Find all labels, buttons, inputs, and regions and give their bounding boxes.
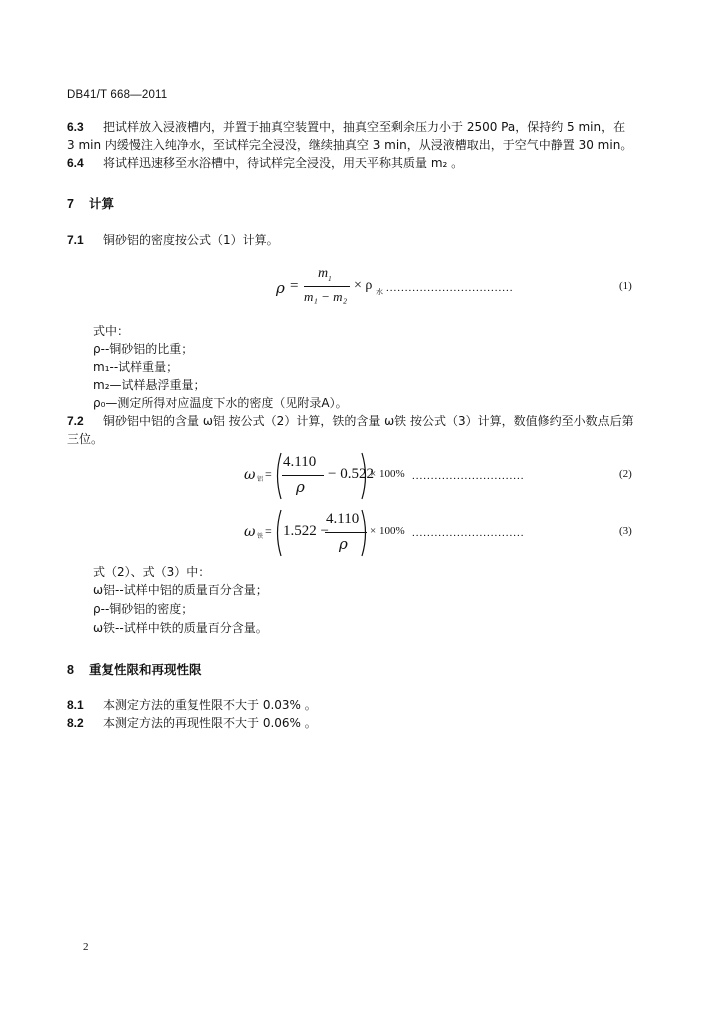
leader-dots: ..............................: [412, 470, 525, 482]
clause-text: 铜砂铝的密度按公式（1）计算。: [103, 233, 279, 247]
leader-dots: ..................................: [386, 282, 514, 294]
equation-number: (3): [619, 525, 632, 537]
clause-6-3-cont: 3 min 内缓慢注入纯净水，至试样完全浸没，继续抽真空 3 min，从浸液槽取出，于空气中静置 30 min。: [67, 138, 633, 152]
fraction-bar: [304, 286, 350, 287]
where-label: 式中：: [93, 324, 130, 338]
eq-omega: ω: [244, 524, 256, 540]
clause-text: 本测定方法的重复性限不大于 0.03% 。: [103, 698, 317, 712]
definition-omega-fe: ω铁--试样中铁的质量百分含量。: [93, 621, 268, 635]
clause-7-1: [67, 230, 279, 250]
clause-text: 本测定方法的再现性限不大于 0.06% 。: [103, 716, 317, 730]
eq-omega-sub: 铁: [257, 533, 264, 540]
definition-rho-water: ρ₀—测定所得对应温度下水的密度（见附录A）。: [93, 396, 348, 410]
clause-number: 8.1: [67, 698, 84, 712]
equation-1: [276, 266, 636, 316]
definition-m1: m₁--试样重量；: [93, 360, 179, 374]
right-paren: [360, 452, 370, 500]
eq-numerator: $m_1$: [318, 266, 332, 283]
eq-denominator: m₁ − m₂: [304, 289, 348, 304]
page-number: 2: [83, 941, 89, 953]
section-title: 重复性限和再现性限: [89, 662, 202, 677]
where-label-2: 式（2）、式（3）中：: [93, 565, 211, 579]
clause-number: 7.2: [67, 414, 84, 428]
clause-number: 6.4: [67, 156, 84, 170]
clause-8-1: [67, 695, 317, 715]
section-title: 计算: [89, 196, 115, 211]
eq-numerator: 4.110: [326, 511, 360, 527]
equation-number: (1): [619, 280, 632, 292]
clause-6-3: [67, 117, 625, 137]
clause-7-2-cont: 三位。: [67, 432, 104, 446]
eq-denominator: ρ: [339, 535, 348, 553]
definition-rho-2: ρ--铜砂铝的密度；: [93, 602, 194, 616]
clause-text: 铜砂铝中铝的含量 ω铝 按公式（2）计算，铁的含量 ω铁 按公式（3）计算，数值修约至小数点后第: [103, 414, 634, 428]
eq-numerator: 4.110: [283, 454, 317, 470]
clause-7-2: [67, 411, 634, 431]
clause-8-2: [67, 713, 317, 733]
eq-percent: × 100%: [370, 525, 405, 537]
right-paren: [360, 509, 370, 557]
eq-equals: =: [290, 278, 299, 294]
equation-3: [244, 509, 636, 557]
section-8-heading: [67, 660, 202, 678]
clause-text: 把试样放入浸液槽内，并置于抽真空装置中，抽真空至剩余压力小于 2500 Pa，保持约 5 min，在: [103, 120, 626, 134]
fraction-bar: [282, 475, 324, 476]
left-paren: [273, 452, 283, 500]
eq-times-rho: × ρ: [354, 278, 373, 293]
eq-equals: =: [265, 467, 272, 481]
eq-equals: =: [265, 524, 272, 538]
eq-constant: 1.522 −: [283, 523, 329, 539]
definition-m2: m₂—试样悬浮重量；: [93, 378, 206, 392]
eq-denominator: ρ: [296, 478, 305, 496]
left-paren: [273, 509, 283, 557]
clause-number: 7.1: [67, 233, 84, 247]
definition-rho: ρ--铜砂铝的比重；: [93, 342, 194, 356]
section-7-heading: [67, 194, 114, 212]
eq-constant: − 0.522: [328, 466, 374, 482]
equation-number: (2): [619, 468, 632, 480]
eq-percent: × 100%: [370, 468, 405, 480]
equation-2: [244, 452, 636, 500]
clause-number: 8.2: [67, 716, 84, 730]
clause-number: 6.3: [67, 120, 84, 134]
eq-rho: ρ: [276, 279, 285, 297]
clause-6-4: [67, 153, 463, 173]
document-header: DB41/T 668—2011: [67, 89, 168, 101]
eq-omega: ω: [244, 467, 256, 483]
definition-omega-al: ω铝--试样中铝的质量百分含量；: [93, 583, 268, 597]
eq-omega-sub: 铝: [257, 476, 264, 483]
section-number: 8: [67, 663, 74, 677]
section-number: 7: [67, 197, 74, 211]
eq-water-sub: 水: [376, 288, 383, 296]
leader-dots: ..............................: [412, 527, 525, 539]
clause-text: 将试样迅速移至水浴槽中，待试样完全浸没，用天平称其质量 m₂ 。: [103, 156, 464, 170]
